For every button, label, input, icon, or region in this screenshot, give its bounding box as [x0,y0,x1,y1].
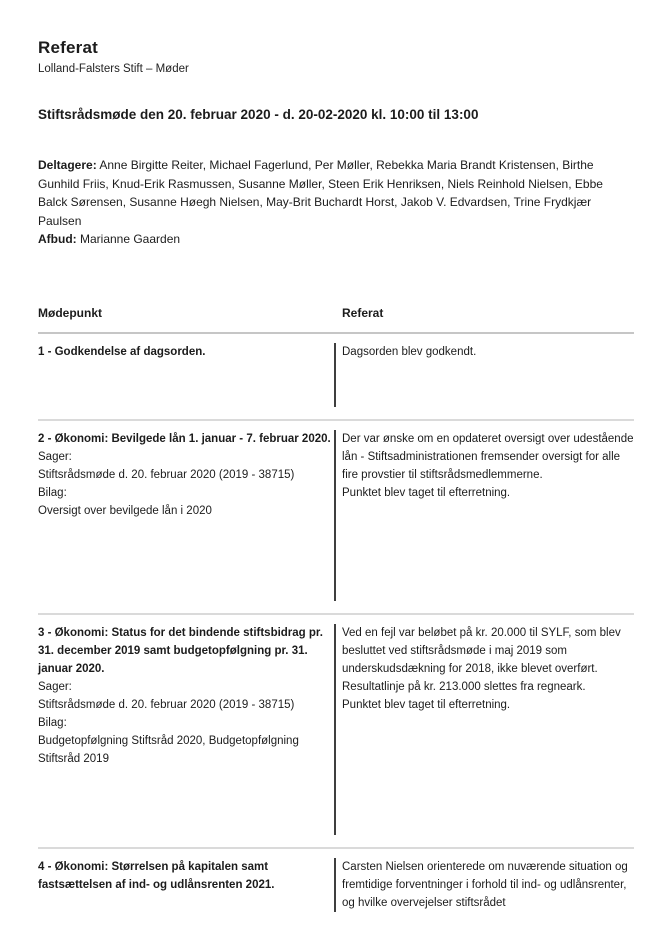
page-title: Referat [38,38,98,57]
agenda-item-title: 3 - Økonomi: Status for det bindende stiftsbidrag pr. 31. december 2019 samt budgetopfølgning pr. 31. januar 2020. [38,626,323,675]
sager-label: Sager: [38,450,72,463]
afbud-label: Afbud: [38,232,77,246]
page-subtitle: Lolland-Falsters Stift – Møder [38,63,189,75]
sager-value: Stiftsrådsmøde d. 20. februar 2020 (2019 - 38715) [38,698,295,711]
absent-line [38,230,634,249]
afbud-names: Marianne Gaarden [76,232,181,246]
table-row [38,421,634,615]
column-header-referat: Referat [342,305,384,320]
table-row [38,334,634,421]
participants-line [38,156,634,230]
deltagere-names: Anne Birgitte Reiter, Michael Fagerlund, Per Møller, Rebekka Maria Brandt Kristensen, Birthe Gunhild Friis, Knud-Erik Rasmussen, Susanne Møller, Steen Erik Henriksen, Niels Reinhold Nielsen, Ebbe Balck Sørensen, Susanne Høegh Nielsen, May-Brit Buchardt Horst, Jakob V. Edvardsen, Trine Frydkjær Paulsen [38,158,603,228]
bilag-label: Bilag: [38,716,67,729]
agenda-item-title: 2 - Økonomi: Bevilgede lån 1. januar - 7. februar 2020. [38,432,331,445]
agenda-item-cell [38,858,334,912]
agenda-item-title: 4 - Økonomi: Størrelsen på kapitalen samt fastsættelsen af ind- og udlånsrenten 2021. [38,860,275,891]
agenda-item-title: 1 - Godkendelse af dagsorden. [38,345,206,358]
referat-paragraph: Carsten Nielsen orienterede om nuværende situation og fremtidige forventninger i forhold til ind- og udlånsrenter, og hvilke overvejelser stiftsrådet [342,860,628,909]
referat-cell [334,624,634,835]
referat-paragraph: Der var ønske om en opdateret oversigt over udestående lån - Stiftsadministrationen fremsender oversigt for alle fire provstier til stiftsrådsmedlemmerne. [342,432,634,481]
bilag-label: Bilag: [38,486,67,499]
table-row [38,615,634,849]
table-row [38,849,634,924]
deltagere-label: Deltagere: [38,158,97,172]
referat-cell [334,858,634,912]
referat-paragraph: Punktet blev taget til efterretning. [342,698,511,711]
referat-paragraph: Ved en fejl var beløbet på kr. 20.000 til SYLF, som blev besluttet ved stiftsrådsmøde i maj 2019 som underskudsdækning for 2018, ikke blevet overført. [342,626,621,675]
table-header-row [38,304,634,334]
referat-paragraph: Dagsorden blev godkendt. [342,345,477,358]
referat-paragraph: Resultatlinje på kr. 213.000 slettes fra regneark. [342,680,586,693]
agenda-item-cell [38,430,334,601]
sager-label: Sager: [38,680,72,693]
meeting-title: Stiftsrådsmøde den 20. februar 2020 - d. 20-02-2020 kl. 10:00 til 13:00 [38,107,479,122]
referat-paragraph: Punktet blev taget til efterretning. [342,486,511,499]
bilag-value: Budgetopfølgning Stiftsråd 2020, Budgetopfølgning Stiftsråd 2019 [38,734,299,765]
referat-cell [334,430,634,601]
agenda-item-cell [38,343,334,407]
referat-cell [334,343,634,407]
minutes-table [38,304,634,924]
participants-section [38,156,634,249]
sager-value: Stiftsrådsmøde d. 20. februar 2020 (2019 - 38715) [38,468,295,481]
bilag-value: Oversigt over bevilgede lån i 2020 [38,504,212,517]
agenda-item-cell [38,624,334,835]
column-header-moedepunkt: Mødepunkt [38,305,102,320]
